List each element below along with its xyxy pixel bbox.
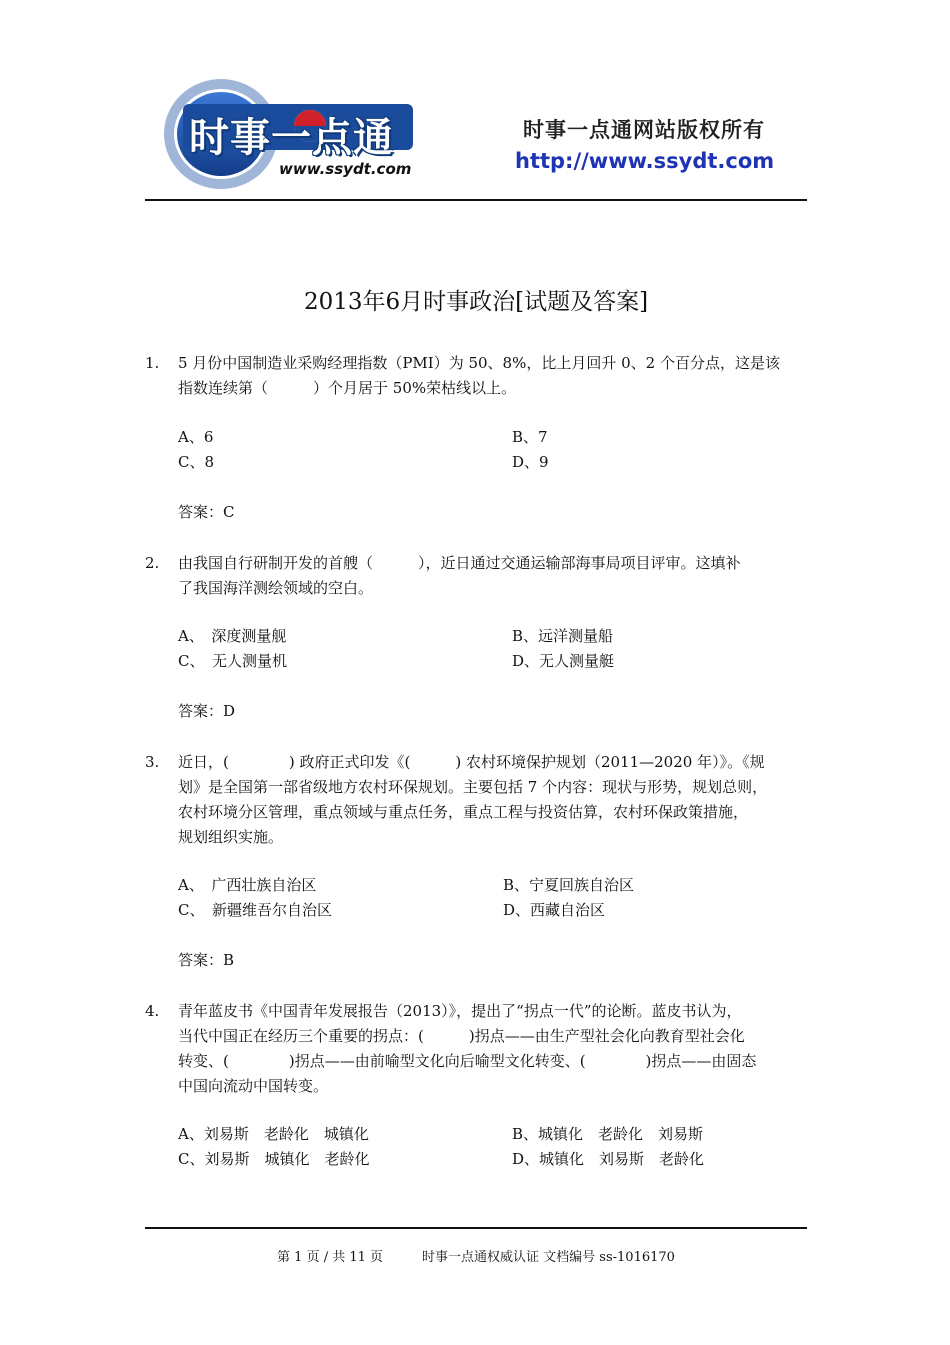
option-b: B、宁夏回族自治区 [503,876,635,894]
option-c: C、 新疆维吾尔自治区 [178,901,332,919]
answer: 答案：D [178,702,236,720]
question-number: 3. [145,753,160,771]
question-line: 指数连续第（ ）个月居于 50%荣枯线以上。 [178,379,517,397]
question-line: 转变、( )拐点——由前喻型文化向后喻型文化转变、( )拐点——由固态 [178,1052,757,1070]
header-divider [145,199,807,201]
option-a: A、 广西壮族自治区 [178,876,317,894]
page-title: 2013年6月时事政治[试题及答案] [303,289,649,315]
option-a: A、6 [178,428,214,446]
option-d: D、城镇化 刘易斯 老龄化 [512,1150,705,1168]
question-line: 规划组织实施。 [178,828,284,846]
question-line: 划》是全国第一部省级地方农村环保规划。主要包括 7 个内容：现状与形势，规划总则， [178,778,768,796]
option-d: D、9 [512,453,549,471]
option-c: C、刘易斯 城镇化 老龄化 [178,1150,370,1168]
question-number: 4. [145,1002,160,1020]
question-line: 中国向流动中国转变。 [178,1077,329,1095]
copyright-notice: 时事一点通网站版权所有 [523,118,765,142]
option-c: C、 无人测量机 [178,652,287,670]
option-d: D、无人测量艇 [512,652,615,670]
question-text [178,551,807,601]
footer-divider [145,1227,807,1229]
question-text [178,351,807,401]
question-number: 1. [145,354,160,372]
question-text [178,999,807,1099]
question-line: 农村环境分区管理，重点领域与重点任务，重点工程与投资估算，农村环保政策措施， [178,803,749,821]
answer: 答案：C [178,503,235,521]
page-footer: 第 1 页 / 共 11 页 时事一点通权威认证 文档编号 ss-1016170 [277,1250,675,1265]
option-b: B、城镇化 老龄化 刘易斯 [512,1125,704,1143]
question-line: 由我国自行研制开发的首艘（ ），近日通过交通运输部海事局项目评审。这填补 [178,554,741,572]
question-line: 近日，( ) 政府正式印发《( ) 农村环境保护规划（2011—2020 年）》。《规 [178,753,765,771]
option-a: A、刘易斯 老龄化 城镇化 [178,1125,369,1143]
question-line: 5 月份中国制造业采购经理指数（PMI）为 50、8%，比上月回升 0、2 个百分点，这是该 [178,354,780,372]
question-line: 了我国海洋测绘领域的空白。 [178,579,374,597]
question-text [178,750,807,850]
logo-url: www.ssydt.com [279,160,412,178]
question-line: 青年蓝皮书《中国青年发展报告（2013）》，提出了“拐点一代”的论断。蓝皮书认为， [178,1002,742,1020]
site-link[interactable]: http://www.ssydt.com [515,149,775,173]
option-c: C、8 [178,453,215,471]
answer: 答案：B [178,951,235,969]
option-b: B、远洋测量船 [512,627,614,645]
logo-text: 时事一点通 [189,115,394,161]
question-number: 2. [145,554,160,572]
question-line: 当代中国正在经历三个重要的拐点：( )拐点——由生产型社会化向教育型社会化 [178,1027,745,1045]
page-header [145,78,807,200]
option-d: D、西藏自治区 [503,901,606,919]
option-b: B、7 [512,428,548,446]
site-logo[interactable] [163,78,423,196]
option-a: A、 深度测量舰 [178,627,287,645]
